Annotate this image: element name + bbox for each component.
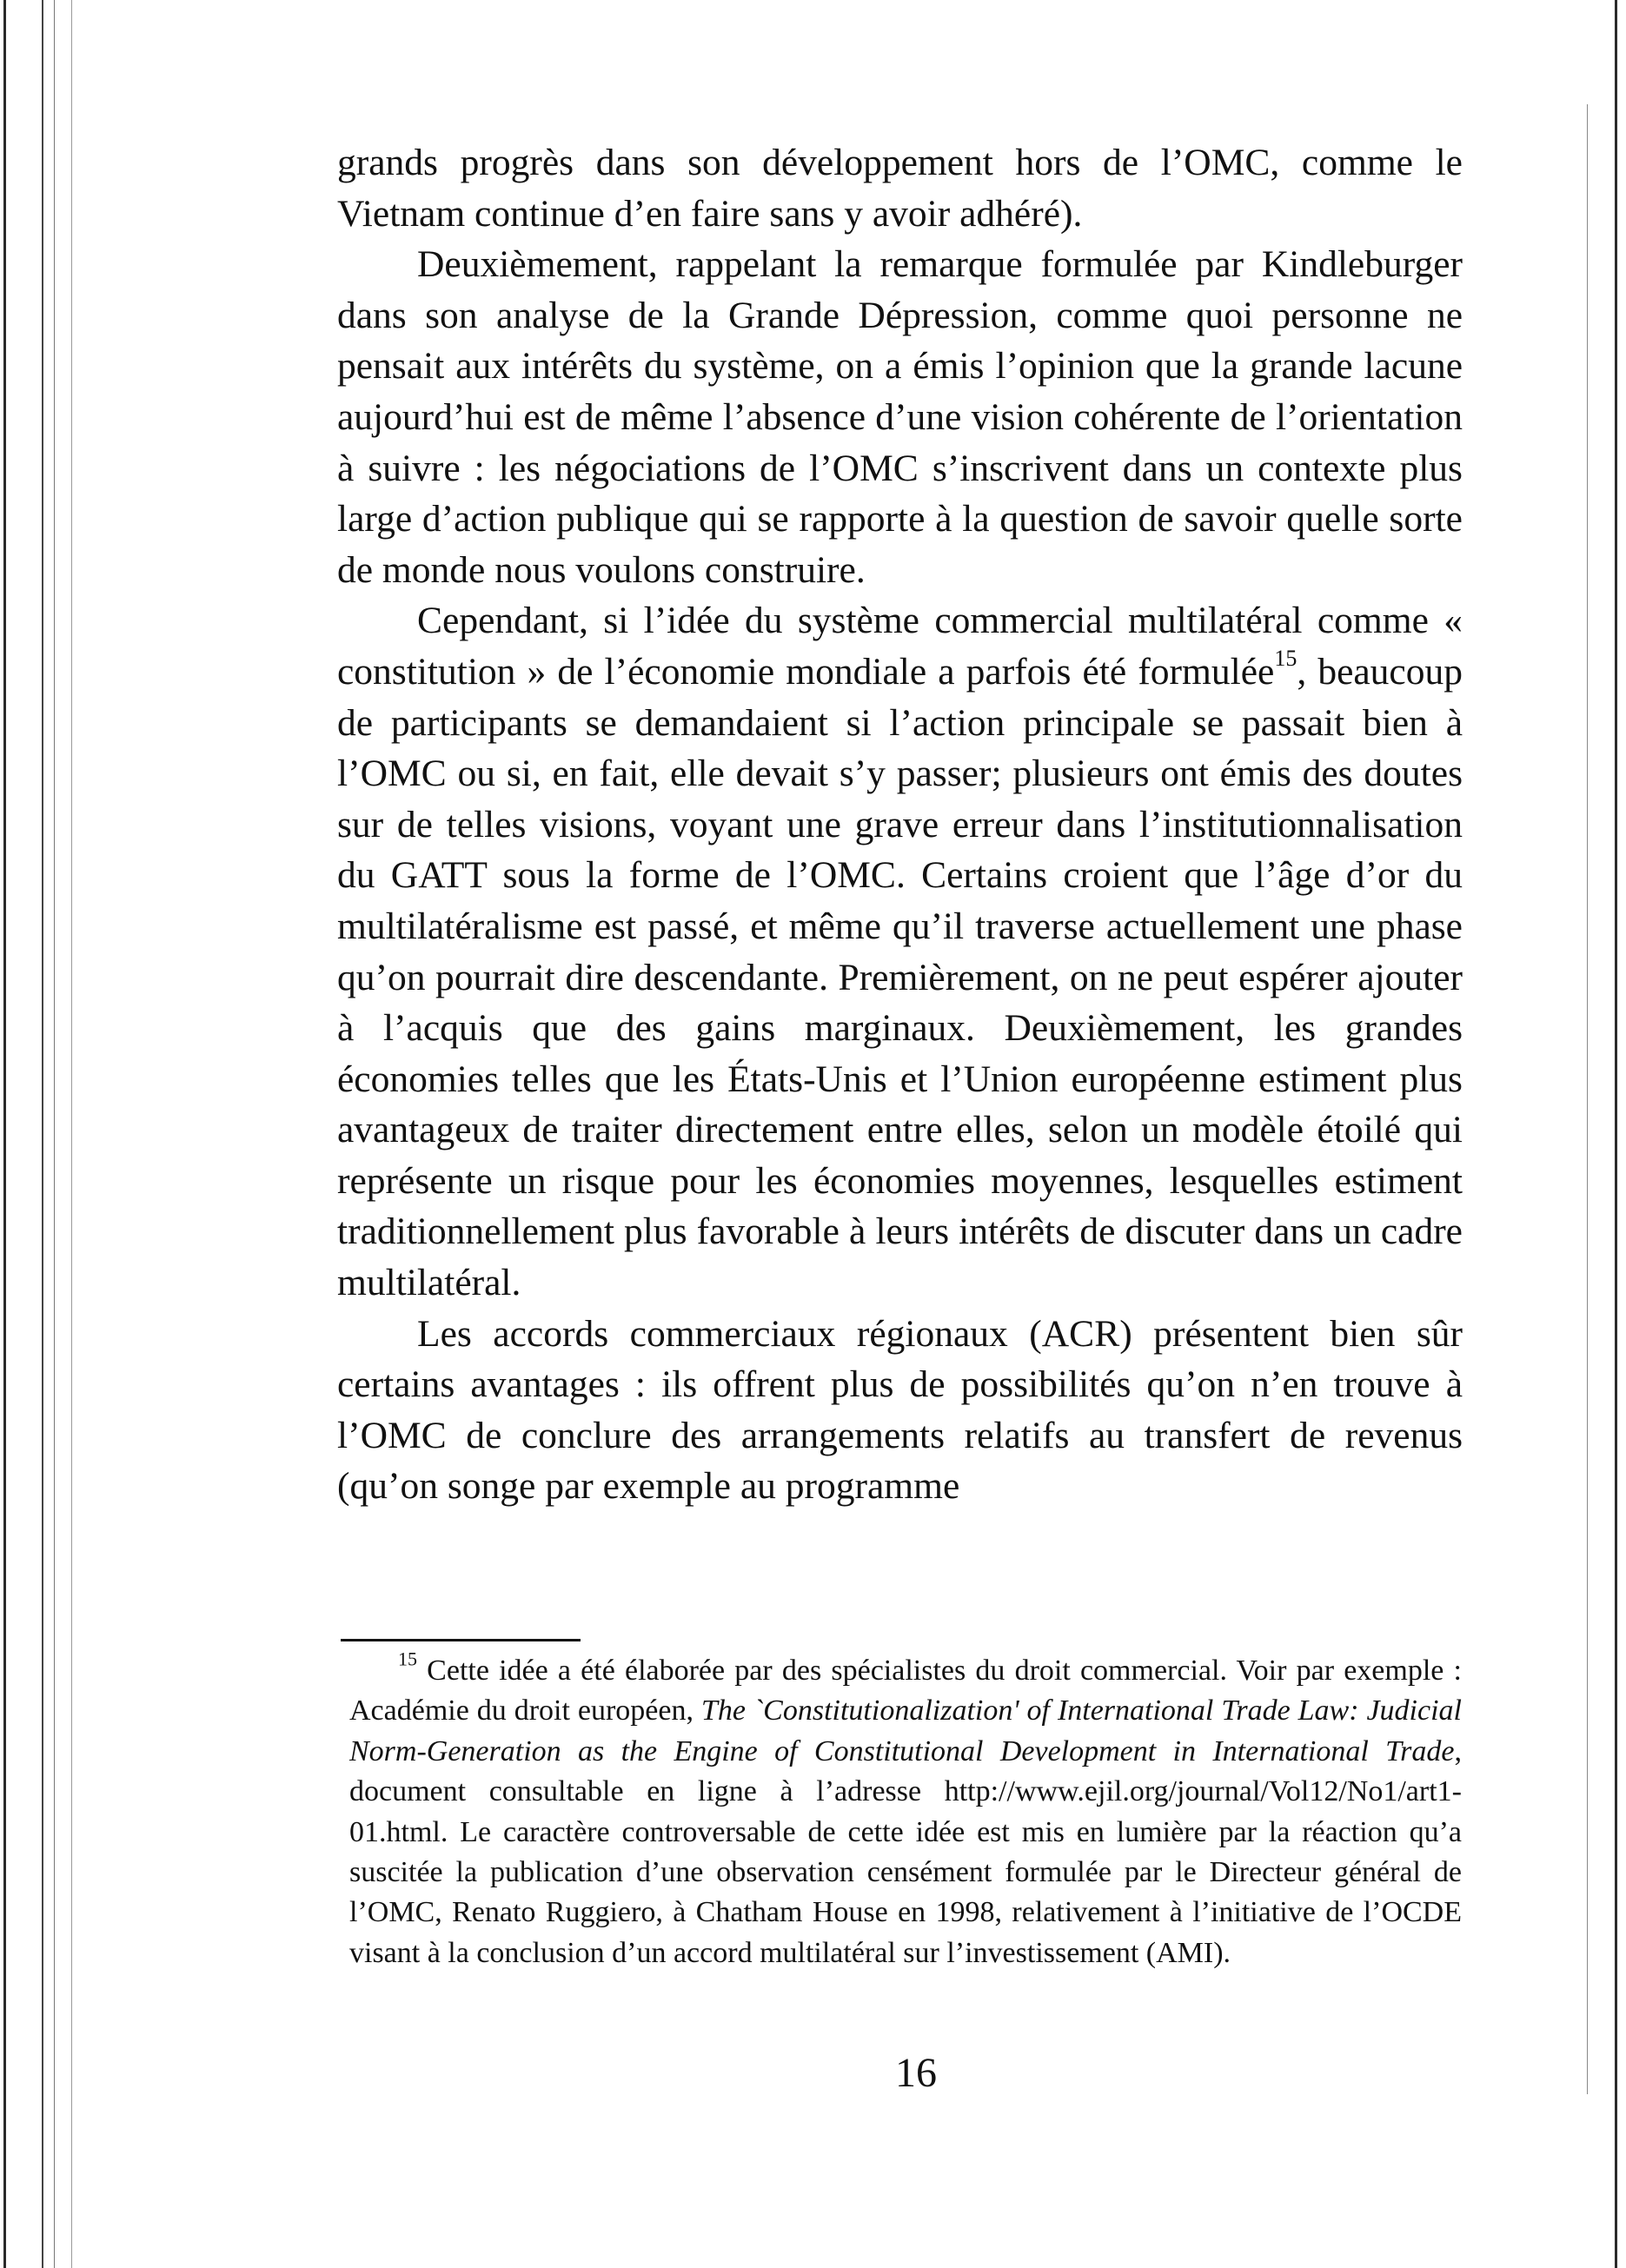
footnote-text-intro: Cette idée a été élaborée par des spécialistes du droit commercial. Voir par exemple : Académie du droit européen,	[349, 1655, 1462, 1728]
paragraph-continued: grands progrès dans son développement hors de l’OMC, comme le Vietnam continue d’en faire sans y avoir adhéré).	[337, 142, 1463, 235]
scan-edge-left	[3, 0, 6, 2268]
page-number: 16	[895, 2050, 937, 2096]
body-text	[337, 137, 1463, 1512]
scan-edge-left-faint	[54, 0, 55, 2268]
scan-edge-right-faint	[1587, 104, 1588, 2094]
paragraph-text-before-footnote-ref: Cependant, si l’idée du système commercial multilatéral comme « constitution » de l’économie mondiale a parfois été formulée	[337, 600, 1463, 693]
footnote-cited-title: The `Constitutionalization' of International Trade Law: Judicial Norm-Generation as the Engine of Constitutional Development in International Trade	[349, 1694, 1462, 1767]
scan-edge-right	[1615, 0, 1617, 2268]
paragraph-cependant	[337, 595, 1463, 1308]
paragraph-text-after-footnote-ref: , beaucoup de participants se demandaient si l’action principale se passait bien à l’OMC ou si, en fait, elle devait s’y passer; plusieurs ont émis des doutes sur de telles visions, voyant une grave erreur dans l’institutionnalisation du GATT sous la forme de l’OMC. Certains croient que l’âge d’or du multilatéralisme est passé, et même qu’il traverse actuellement une phase qu’on pourrait dire descendante. Premièrement, on ne peut espérer ajouter à l’acquis que des gains marginaux. Deuxièmement, les grandes économies telles que les États-Unis et l’Union européenne estiment plus avantageux de traiter directement entre elles, selon un modèle étoilé qui représente un risque pour les économies moyennes, lesquelles estiment traditionnellement plus favorable à leurs intérêts de discuter dans un cadre multilatéral.	[337, 650, 1463, 1304]
footnote-separator	[341, 1639, 581, 1641]
paragraph-accords-regionaux: Les accords commerciaux régionaux (ACR) présentent bien sûr certains avantages : ils offrent plus de possibilités qu’on n’en trouve à l’OMC de conclure des arrangements relatifs au transfert de revenus (qu’on songe par exemple au programme	[337, 1312, 1463, 1508]
paragraph-deuxiemement: Deuxièmement, rappelant la remarque formulée par Kindleburger dans son analyse de la Grande Dépression, comme quoi personne ne pensait aux intérêts du système, on a émis l’opinion que la grande lacune aujourd’hui est de même l’absence d’une vision cohérente de l’orientation à suivre : les négociations de l’OMC s’inscrivent dans un contexte plus large d’action publique qui se rapporte à la question de savoir quelle sorte de monde nous voulons construire.	[337, 243, 1463, 591]
footnote	[349, 1648, 1462, 1973]
scan-edge-left-inner	[42, 0, 43, 2268]
footnote-text-rest: , document consultable en ligne à l’adresse http://www.ejil.org/journal/Vol12/No1/art1-01.html. Le caractère controversable de cette idée est mis en lumière par la réaction qu’a suscitée la publication d’une observation censément formulée par le Directeur général de l’OMC, Renato Ruggiero, à Chatham House en 1998, relativement à l’initiative de l’OCDE visant à la conclusion d’un accord multilatéral sur l’investissement (AMI).	[349, 1734, 1462, 1969]
footnote-number: 15	[398, 1648, 417, 1670]
footnote-reference: 15	[1274, 646, 1297, 672]
scan-edge-left-faint-2	[71, 0, 72, 2268]
